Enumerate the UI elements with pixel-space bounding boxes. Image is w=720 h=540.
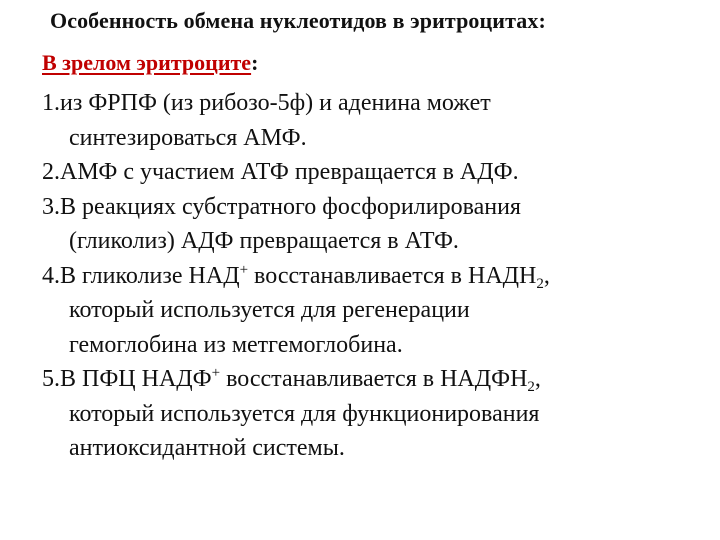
item-4-line-1a: 4.В гликолизе НАД [42,262,240,289]
item-1-line-1: 1.из ФРПФ (из рибозо-5ф) и аденина может [42,90,491,116]
list-item-5 [42,362,702,466]
item-5-line-1b: восстанавливается в НАДФН [220,366,528,392]
content-list [42,86,702,466]
item-4-subscript: 2 [536,275,544,292]
slide-title: Особенность обмена нуклеотидов в эритроцитах: [50,8,546,33]
item-4-line-1c: , [543,262,550,289]
list-item-1 [42,86,702,155]
item-5-subscript: 2 [527,379,535,395]
subtitle-colon: : [251,50,259,75]
item-1-line-2: синтезироваться АМФ. [69,124,307,151]
item-4-line-2: который используется для регенерации [69,297,470,323]
item-5-line-3: антиоксидантной системы. [69,435,345,461]
item-4-line-1b: восстанавливается в НАДН [248,262,537,289]
item-3-line-1: 3.В реакциях субстратного фосфорилирования [42,193,521,220]
item-5-line-2: который используется для функционирования [69,400,540,427]
slide-subtitle [42,50,258,76]
subtitle-highlight: В зрелом эритроците [42,50,252,75]
item-4-line-3: гемоглобина из метгемоглобина. [69,331,403,358]
item-4-superscript: + [239,261,249,278]
list-item-4 [42,259,702,363]
item-3-line-2: (гликолиз) АДФ превращается в АТФ. [69,228,459,254]
item-5-line-1c: , [534,366,541,392]
list-item-2 [42,155,702,190]
item-5-superscript: + [211,365,221,381]
list-item-3 [42,190,702,259]
item-2-line-1: 2.АМФ с участием АТФ превращается в АДФ. [42,159,519,185]
item-5-line-1a: 5.В ПФЦ НАДФ [42,366,212,392]
